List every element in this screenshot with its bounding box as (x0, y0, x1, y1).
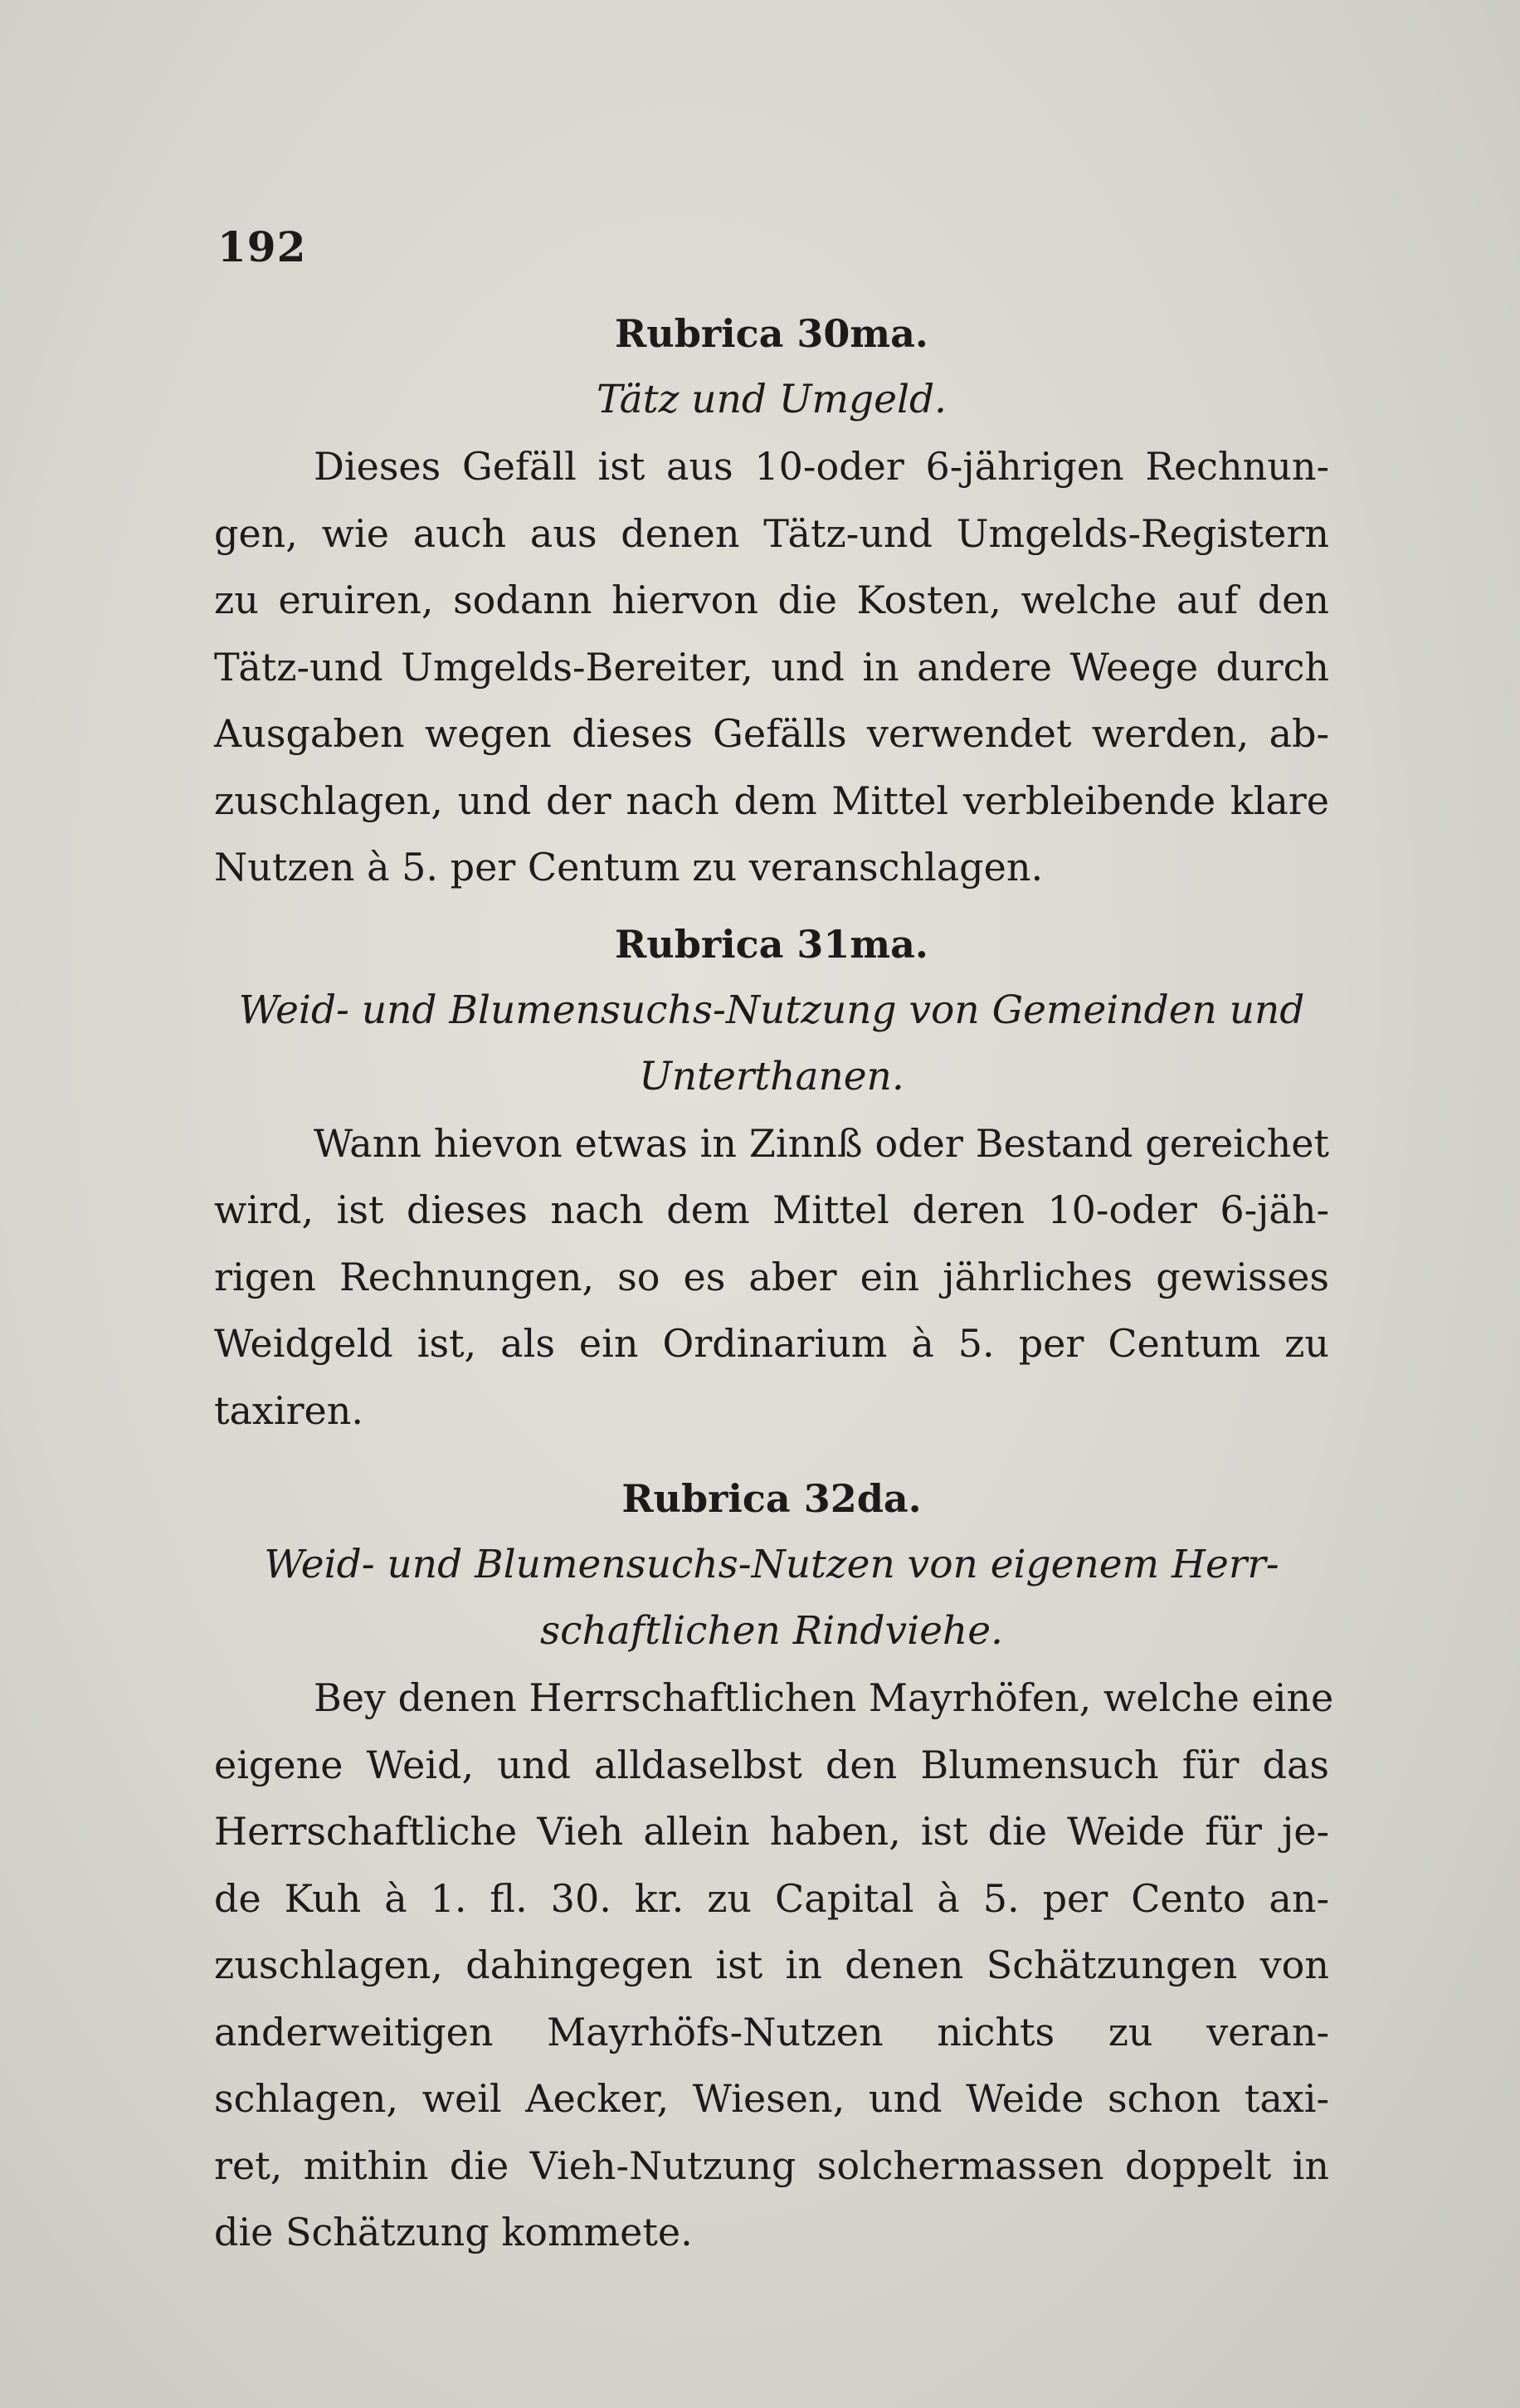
paragraph-line: schlagen, weil Aecker, Wiesen, und Weide schon taxi- (214, 2076, 1329, 2121)
section-paragraph (214, 433, 1329, 901)
paragraph-line: de Kuh à 1. fl. 30. kr. zu Capital à 5. per Cento an- (214, 1875, 1329, 1921)
paragraph-line: anderweitigen Mayrhöfs-Nutzen nichts zu veran- (214, 2009, 1329, 2055)
paragraph-line: eigene Weid, und alldaselbst den Blumensuch für das (214, 1742, 1329, 1787)
paragraph-line: gen, wie auch aus denen Tätz-und Umgelds-Registern (214, 510, 1329, 556)
section-rubrica-32 (214, 1465, 1334, 2266)
paragraph-line: zuschlagen, und der nach dem Mittel verbleibende klare (214, 777, 1329, 823)
paragraph-line: ret, mithin die Vieh-Nutzung solchermassen doppelt in (214, 2142, 1329, 2188)
section-title: Weid- und Blumensuchs-Nutzung von Gemeinden und (238, 987, 1305, 1033)
section-rubrica-31 (214, 911, 1329, 1445)
section-heading: Rubrica 30ma. (615, 311, 928, 356)
section-heading: Rubrica 32da. (621, 1476, 922, 1521)
section-title: Tätz und Umgeld. (596, 377, 947, 422)
paragraph-line: Wann hievon etwas in Zinnß oder Bestand gereichet (314, 1120, 1329, 1166)
section-title: schaftlichen Rindviehe. (540, 1608, 1003, 1654)
paragraph-line: Dieses Gefäll ist aus 10-oder 6-jährigen Rechnun- (314, 444, 1329, 489)
section-paragraph (214, 1110, 1329, 1445)
paragraph-line: taxiren. (214, 1387, 364, 1433)
paragraph-line: rigen Rechnungen, so es aber ein jährliches gewisses (214, 1254, 1329, 1299)
section-rubrica-30 (214, 300, 1329, 901)
section-heading: Rubrica 31ma. (615, 921, 928, 967)
text-block (214, 300, 1334, 2271)
paragraph-line: Weidgeld ist, als ein Ordinarium à 5. per Centum zu (214, 1321, 1329, 1366)
paragraph-line: wird, ist dieses nach dem Mittel deren 10-oder 6-jäh- (214, 1187, 1329, 1232)
paragraph-line: Herrschaftliche Vieh allein haben, ist die Weide für je- (214, 1809, 1329, 1854)
paragraph-line: Bey denen Herrschaftlichen Mayrhöfen, welche eine (314, 1675, 1334, 1720)
section-title: Unterthanen. (639, 1053, 904, 1099)
page-number: 192 (217, 222, 307, 271)
paragraph-line: zu eruiren, sodann hiervon die Kosten, welche auf den (214, 578, 1329, 622)
paragraph-line: Nutzen à 5. per Centum zu veranschlagen. (214, 845, 1044, 890)
section-title: Weid- und Blumensuchs-Nutzen von eigenem Herr- (264, 1542, 1279, 1587)
paragraph-line: zuschlagen, dahingegen ist in denen Schätzungen von (214, 1942, 1329, 1987)
paragraph-line: Ausgaben wegen dieses Gefälls verwendet werden, ab- (214, 711, 1329, 756)
paragraph-line: Tätz-und Umgelds-Bereiter, und in andere Weege durch (214, 644, 1329, 690)
paragraph-line: die Schätzung kommete. (214, 2210, 693, 2254)
section-paragraph (214, 1665, 1334, 2266)
